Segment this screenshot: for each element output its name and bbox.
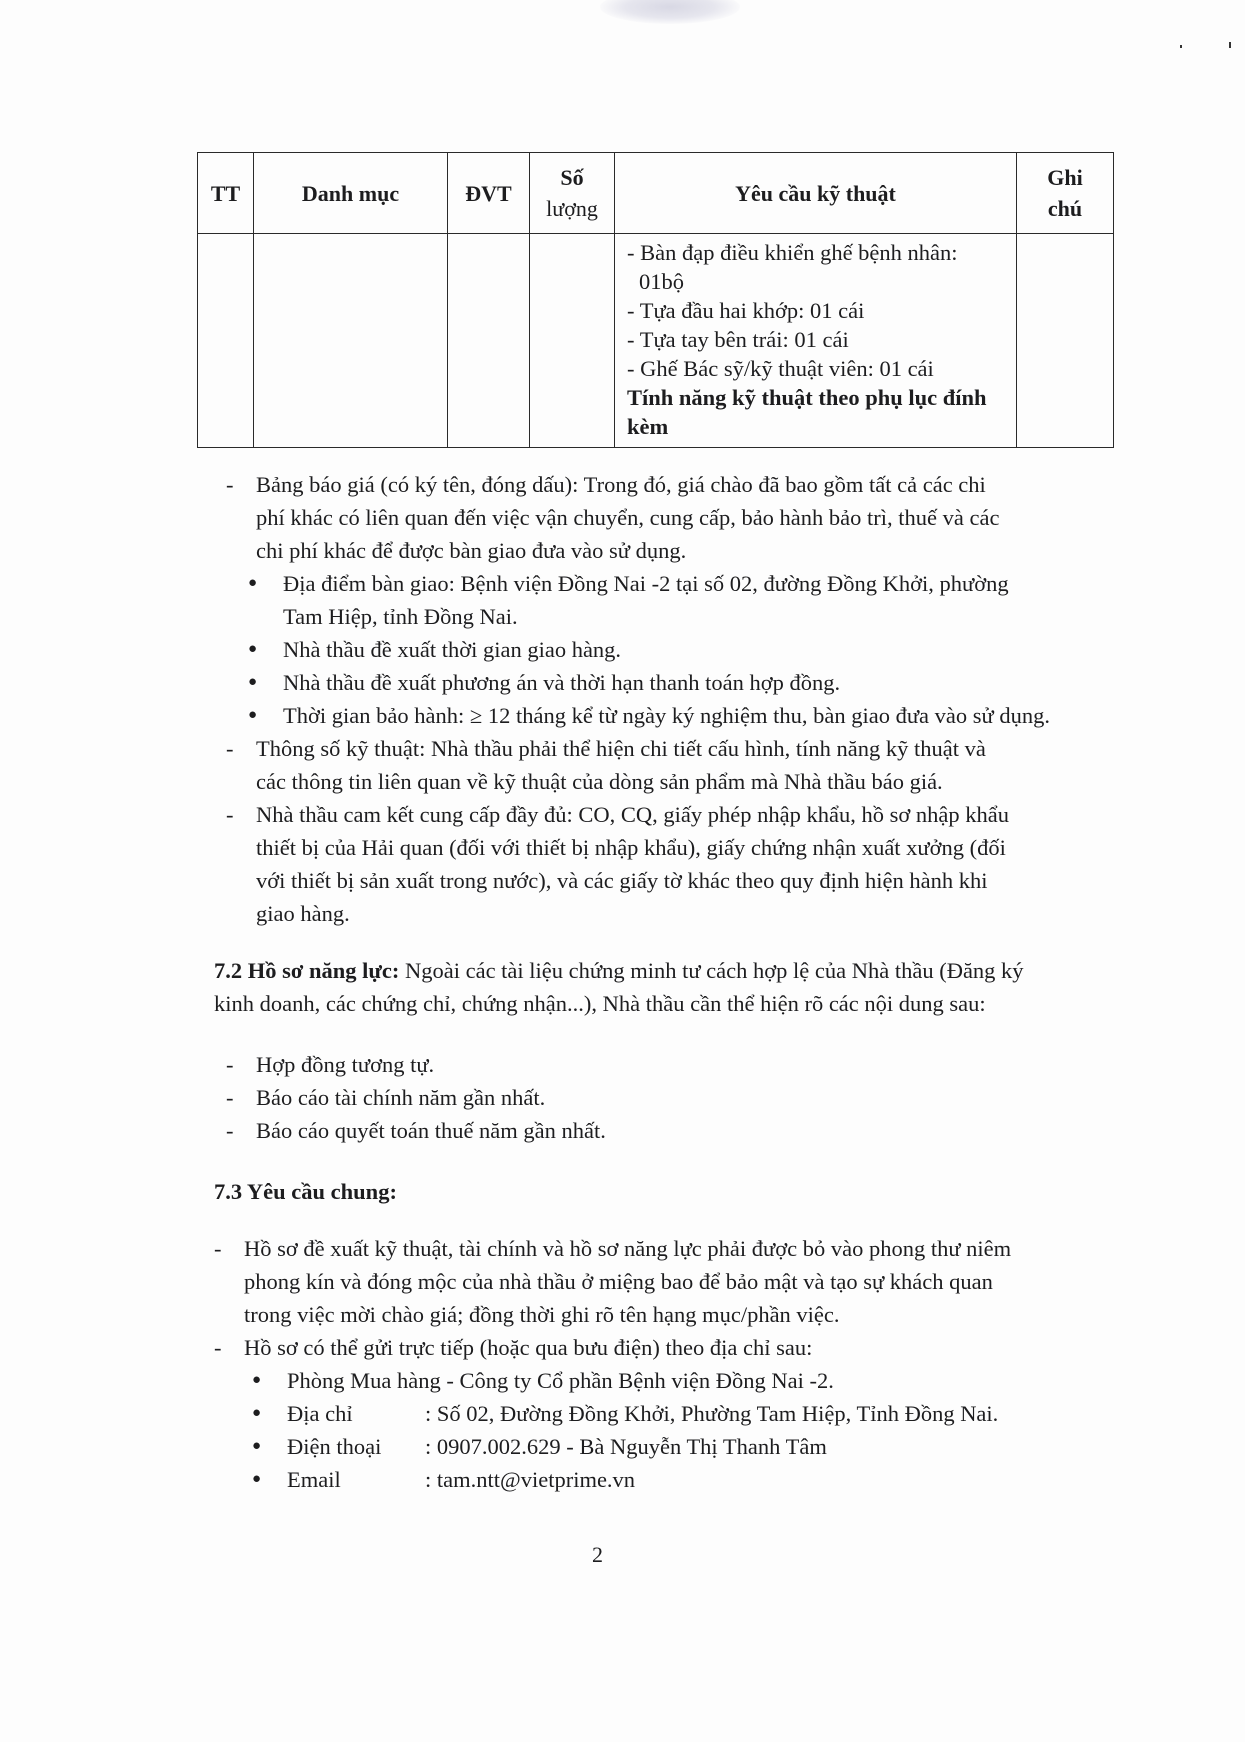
- header-yeu-cau: [615, 153, 1017, 234]
- dash-marker: -: [226, 802, 234, 827]
- spacer: [0, 1020, 1245, 1048]
- dash-marker: -: [226, 1085, 234, 1110]
- quote-text-line: chi phí khác để được bàn giao đưa vào sử dụng.: [256, 538, 687, 563]
- section-72-heading: 7.2 Hồ sơ năng lực:: [214, 958, 400, 983]
- capability-item: Hợp đồng tương tự.: [256, 1052, 435, 1077]
- bullet-icon: ●: [252, 1372, 262, 1388]
- bullet-icon: ●: [248, 575, 258, 591]
- delivery-location-line: Tam Hiệp, tỉnh Đồng Nai.: [283, 604, 518, 629]
- header-so-luong-line1: Số: [560, 165, 584, 190]
- cell-dvt: [448, 234, 530, 448]
- requirement-line: - Tựa tay bên trái: 01 cái: [627, 327, 849, 352]
- spacer: [0, 1208, 1245, 1232]
- quote-text-line: Bảng báo giá (có ký tên, đóng dấu): Trong đó, giá chào đã bao gồm tất cả các chi: [256, 472, 986, 497]
- dash-marker: -: [226, 1118, 234, 1143]
- contact-email-item: [252, 1463, 1116, 1496]
- commitment-text-line: thiết bị của Hải quan (đối với thiết bị nhập khẩu), giấy chứng nhận xuất xưởng (đối: [256, 835, 1006, 860]
- specs-text-line: Thông số kỹ thuật: Nhà thầu phải thể hiện chi tiết cấu hình, tính năng kỹ thuật và: [256, 736, 986, 761]
- requirement-line: - Tựa đầu hai khớp: 01 cái: [627, 298, 865, 323]
- bullet-icon: ●: [252, 1438, 262, 1454]
- table-header-row: [198, 153, 1114, 234]
- specs-text-line: các thông tin liên quan về kỹ thuật của dòng sản phẩm mà Nhà thầu báo giá.: [256, 769, 943, 794]
- cell-yeu-cau: [615, 234, 1017, 448]
- spacer: [0, 930, 1245, 954]
- spacer: [0, 1147, 1245, 1175]
- commitment-text-line: Nhà thầu cam kết cung cấp đầy đủ: CO, CQ, giấy phép nhập khẩu, hồ sơ nhập khẩu: [256, 802, 1009, 827]
- section-73-heading-wrapper: [214, 1175, 1116, 1208]
- header-tt-label: TT: [210, 180, 241, 206]
- contact-address-label: Địa chỉ: [287, 1401, 353, 1426]
- specification-table: [197, 152, 1114, 448]
- envelope-text-line: Hồ sơ đề xuất kỹ thuật, tài chính và hồ sơ năng lực phải được bỏ vào phong thư niêm: [244, 1236, 1012, 1261]
- bullet-icon: ●: [252, 1471, 262, 1487]
- payment-terms-wrapper: [248, 666, 1116, 699]
- header-ghi-chu: [1017, 153, 1114, 234]
- page-number: 2: [592, 1542, 603, 1567]
- envelope-text-line: phong kín và đóng mộc của nhà thầu ở miệng bao để bảo mật và tạo sự khách quan: [244, 1269, 993, 1294]
- contact-phone-item: [252, 1430, 1116, 1463]
- envelope-item: [214, 1232, 1116, 1331]
- section-72-intro: [214, 954, 1116, 1020]
- payment-terms-item: Nhà thầu đề xuất phương án và thời hạn thanh toán hợp đồng.: [283, 670, 841, 695]
- header-yeu-cau-label: Yêu cầu kỹ thuật: [735, 180, 896, 206]
- dash-marker: -: [226, 1052, 234, 1077]
- contact-phone-value: : 0907.002.629 - Bà Nguyễn Thị Thanh Tâm: [425, 1434, 827, 1459]
- delivery-time-wrapper: [248, 633, 1116, 666]
- capability-item-wrapper: [226, 1114, 1116, 1147]
- header-dvt: [448, 153, 530, 234]
- header-tt: [198, 153, 254, 234]
- capability-item-wrapper: [226, 1048, 1116, 1081]
- capability-item-wrapper: [226, 1081, 1116, 1114]
- header-dvt-label: ĐVT: [465, 180, 512, 206]
- table-row: [198, 234, 1114, 448]
- delivery-location-line: Địa điểm bàn giao: Bệnh viện Đồng Nai -2 tại số 02, đường Đồng Khởi, phường: [283, 571, 1009, 596]
- envelope-text-line: trong việc mời chào giá; đồng thời ghi rõ tên hạng mục/phần việc.: [244, 1302, 840, 1327]
- commitment-item: [226, 798, 1116, 930]
- contact-department-item: [252, 1364, 1116, 1397]
- cell-ghi-chu: [1017, 234, 1114, 448]
- requirement-appendix-note: Tính năng kỹ thuật theo phụ lục đính kèm: [627, 385, 987, 439]
- header-danh-muc: [254, 153, 448, 234]
- header-ghi-chu-line2: chú: [1047, 196, 1083, 221]
- dash-marker: -: [214, 1236, 222, 1261]
- cell-so-luong: [530, 234, 615, 448]
- contact-address-item: [252, 1397, 1116, 1430]
- header-so-luong-line2: lượng: [546, 196, 598, 221]
- capability-item: Báo cáo tài chính năm gần nhất.: [256, 1085, 546, 1110]
- document-body: [0, 468, 1245, 1496]
- section-72-intro-text: kinh doanh, các chứng chỉ, chứng nhận...), Nhà thầu cần thể hiện rõ các nội dung sau:: [214, 991, 986, 1016]
- quote-item: [226, 468, 1116, 567]
- cell-danh-muc: [254, 234, 448, 448]
- bullet-icon: ●: [248, 674, 258, 690]
- requirement-line: - Bàn đạp điều khiển ghế bệnh nhân:: [627, 240, 958, 265]
- dash-marker: -: [226, 736, 234, 761]
- delivery-time-item: Nhà thầu đề xuất thời gian giao hàng.: [283, 637, 622, 662]
- section-72-intro-text: Ngoài các tài liệu chứng minh tư cách hợp lệ của Nhà thầu (Đăng ký: [399, 958, 1024, 983]
- bullet-icon: ●: [248, 641, 258, 657]
- header-ghi-chu-line1: Ghi: [1047, 165, 1083, 190]
- delivery-address-intro: Hồ sơ có thể gửi trực tiếp (hoặc qua bưu điện) theo địa chỉ sau:: [244, 1335, 813, 1360]
- requirement-line: - Ghế Bác sỹ/kỹ thuật viên: 01 cái: [627, 356, 934, 381]
- dash-marker: -: [214, 1335, 222, 1360]
- warranty-wrapper: [248, 699, 1116, 732]
- delivery-location-item: [248, 567, 1116, 633]
- bullet-icon: ●: [248, 707, 258, 723]
- commitment-text-line: giao hàng.: [256, 901, 350, 926]
- delivery-address-item: [214, 1331, 1116, 1364]
- header-danh-muc-label: Danh mục: [301, 180, 400, 206]
- contact-department: Phòng Mua hàng - Công ty Cổ phần Bệnh viện Đồng Nai -2.: [287, 1368, 834, 1393]
- contact-address-value: : Số 02, Đường Đồng Khởi, Phường Tam Hiệp, Tỉnh Đồng Nai.: [425, 1401, 999, 1426]
- commitment-text-line: với thiết bị sản xuất trong nước), và các giấy tờ khác theo quy định hiện hành khi: [256, 868, 988, 893]
- section-73-heading: 7.3 Yêu cầu chung:: [214, 1179, 397, 1204]
- bullet-icon: ●: [252, 1405, 262, 1421]
- contact-email-value: : tam.ntt@vietprime.vn: [425, 1467, 636, 1492]
- warranty-item: Thời gian bảo hành: ≥ 12 tháng kể từ ngày ký nghiệm thu, bàn giao đưa vào sử dụng.: [283, 703, 1050, 728]
- header-so-luong: [530, 153, 615, 234]
- cell-tt: [198, 234, 254, 448]
- requirement-line: 01bộ: [639, 269, 684, 294]
- contact-phone-label: Điện thoại: [287, 1434, 382, 1459]
- quote-text-line: phí khác có liên quan đến việc vận chuyển, cung cấp, bảo hành bảo trì, thuế và các: [256, 505, 1000, 530]
- specs-item: [226, 732, 1116, 798]
- dash-marker: -: [226, 472, 234, 497]
- contact-email-label: Email: [287, 1467, 341, 1492]
- capability-item: Báo cáo quyết toán thuế năm gần nhất.: [256, 1118, 606, 1143]
